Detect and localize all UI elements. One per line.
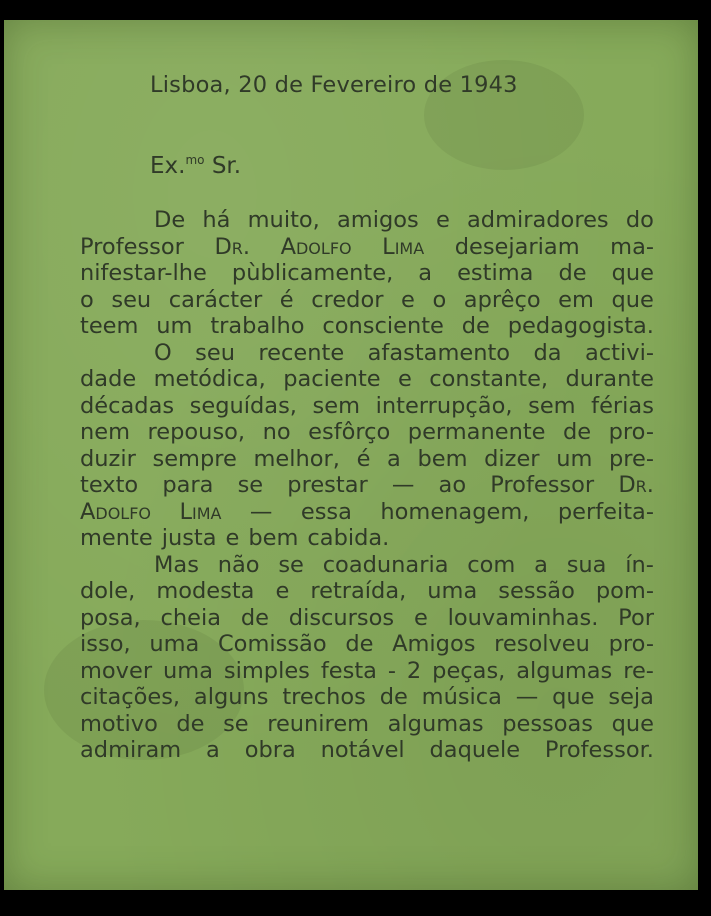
body-word: — bbox=[249, 498, 273, 525]
dateline: Lisboa, 20 de Fevereiro de 1943 bbox=[150, 72, 518, 98]
body-word: e bbox=[435, 207, 450, 233]
body-word: de bbox=[345, 631, 374, 657]
body-word: de bbox=[379, 684, 408, 710]
body-line bbox=[80, 419, 654, 446]
body-word: Professor bbox=[490, 472, 595, 498]
body-word: — bbox=[391, 472, 415, 498]
body-line bbox=[80, 552, 654, 579]
body-word: pro- bbox=[608, 419, 654, 445]
body-word: há bbox=[202, 207, 231, 233]
body-line bbox=[80, 260, 654, 287]
salutation bbox=[150, 153, 241, 179]
body-word: no bbox=[262, 419, 291, 445]
body-word: seja bbox=[608, 684, 654, 710]
body-line bbox=[80, 631, 654, 658]
body-word: Dr. bbox=[618, 472, 654, 498]
body-word: algumas bbox=[516, 657, 613, 684]
body-word: repouso, bbox=[147, 419, 246, 445]
body-word: Lima bbox=[382, 233, 425, 260]
body-word: bem bbox=[417, 445, 468, 472]
body-word: duzir bbox=[80, 445, 136, 472]
body-word: recente bbox=[258, 339, 345, 366]
body-word: louvaminhas. bbox=[447, 604, 599, 631]
body-word: constante, bbox=[429, 366, 549, 392]
body-word: estima bbox=[457, 260, 534, 286]
body-word: se bbox=[278, 551, 304, 578]
body-word: notável bbox=[320, 737, 405, 763]
body-word: trechos bbox=[282, 684, 366, 710]
body-word: trabalho bbox=[210, 313, 305, 339]
salutation-main: Ex. bbox=[150, 153, 186, 179]
body-word: não bbox=[217, 551, 260, 578]
body-word: admiram bbox=[80, 737, 182, 763]
body-line bbox=[80, 658, 654, 685]
body-line bbox=[80, 340, 654, 367]
body-word: 2 bbox=[406, 657, 422, 684]
body-word: música bbox=[421, 684, 502, 710]
body-word: o bbox=[80, 286, 94, 313]
body-word: desejariam bbox=[454, 233, 580, 260]
body-word: coadunaria bbox=[322, 551, 449, 578]
body-word: modesta bbox=[156, 578, 255, 604]
salutation-superscript: mo bbox=[185, 153, 205, 167]
body-word: Dr. bbox=[214, 233, 251, 260]
body-word: festa bbox=[320, 657, 377, 684]
body-word: carácter bbox=[168, 286, 263, 313]
body-word: texto bbox=[80, 472, 139, 498]
body-word: retraída, bbox=[310, 578, 407, 604]
body-word: aprêço bbox=[463, 286, 541, 313]
body-line bbox=[80, 737, 654, 764]
body-word: é bbox=[356, 445, 371, 472]
body-word: férias bbox=[591, 392, 654, 419]
body-word: pre- bbox=[609, 445, 654, 472]
body-word: com bbox=[467, 551, 516, 578]
body-word: durante bbox=[565, 366, 654, 392]
body-word: resolveu bbox=[494, 631, 590, 657]
body-line bbox=[80, 605, 654, 632]
body-word: Comissão bbox=[217, 631, 327, 657]
body-word: décadas bbox=[80, 392, 175, 419]
salutation-end: Sr. bbox=[211, 153, 242, 179]
body-word: cabida. bbox=[307, 525, 390, 551]
body-word: ao bbox=[438, 472, 467, 498]
body-word: é bbox=[279, 286, 294, 313]
body-word: activi- bbox=[585, 339, 654, 366]
body-word: de bbox=[240, 604, 269, 631]
body-word: seu bbox=[111, 286, 152, 313]
body-word: prestar bbox=[287, 472, 368, 498]
body-word: discursos bbox=[288, 604, 395, 631]
body-word: uma bbox=[149, 631, 200, 657]
body-word: uma bbox=[163, 657, 213, 684]
body-word: de bbox=[563, 419, 592, 445]
body-word: de bbox=[461, 313, 490, 339]
body-line bbox=[80, 499, 654, 526]
body-word: amigos bbox=[337, 207, 419, 233]
body-word: pro- bbox=[608, 631, 654, 657]
body-word: — bbox=[515, 684, 539, 710]
body-line bbox=[80, 234, 654, 261]
body-word: consciente bbox=[322, 313, 444, 339]
body-word: o bbox=[432, 286, 447, 313]
body-word: simples bbox=[223, 657, 310, 684]
body-word: a bbox=[534, 551, 548, 578]
body-line bbox=[80, 287, 654, 314]
body-word: metódica, bbox=[153, 366, 266, 392]
body-word: esfôrço bbox=[308, 419, 391, 445]
body-word: mover bbox=[80, 657, 153, 684]
body-word: Amigos bbox=[392, 631, 476, 657]
body-word: Professor bbox=[80, 233, 184, 260]
body-word: sempre bbox=[152, 445, 237, 472]
body-word: sessão bbox=[498, 578, 575, 604]
body-word: se bbox=[223, 710, 249, 737]
body-word: sem bbox=[528, 392, 576, 419]
body-word: afastamento bbox=[367, 339, 511, 366]
body-word: algumas bbox=[387, 710, 484, 737]
body-word: ín- bbox=[625, 551, 654, 578]
body-line bbox=[80, 525, 654, 552]
body-word: posa, bbox=[80, 604, 141, 631]
body-word: interrupção, bbox=[375, 392, 513, 419]
body-word: da bbox=[533, 339, 562, 366]
body-word: De bbox=[154, 207, 186, 233]
body-word: re- bbox=[623, 657, 654, 684]
body-line bbox=[80, 472, 654, 499]
body-word: que bbox=[611, 260, 654, 286]
body-word: justa bbox=[161, 525, 217, 551]
body-line bbox=[80, 207, 654, 234]
body-word: a bbox=[206, 737, 220, 763]
body-word: Por bbox=[618, 604, 654, 631]
body-word: de bbox=[558, 260, 587, 286]
body-word: sua bbox=[566, 551, 607, 578]
body-word: dizer bbox=[484, 445, 540, 472]
body-line bbox=[80, 711, 654, 738]
body-line bbox=[80, 684, 654, 711]
body-word: do bbox=[625, 207, 654, 233]
body-word: teem bbox=[80, 313, 139, 339]
body-word: e bbox=[401, 286, 415, 313]
body-line bbox=[80, 313, 654, 340]
body-word: cheia bbox=[160, 604, 222, 631]
body-word: nem bbox=[80, 419, 131, 445]
body-word: paciente bbox=[283, 366, 381, 392]
body-word: ma- bbox=[610, 233, 654, 260]
body-word: - bbox=[387, 657, 396, 684]
body-word: melhor, bbox=[253, 445, 340, 472]
body-word: e bbox=[413, 604, 428, 631]
body-word: pessoas bbox=[502, 710, 594, 737]
body-word: citações, bbox=[80, 684, 181, 710]
body-word: obra bbox=[244, 737, 296, 763]
body-word: peças, bbox=[432, 657, 506, 684]
body-word: para bbox=[162, 472, 214, 498]
body-word: e bbox=[398, 366, 412, 392]
body-word: que bbox=[611, 710, 654, 737]
body-word: pedagogista. bbox=[507, 313, 654, 339]
body-word: em bbox=[558, 286, 594, 313]
body-word: dade bbox=[80, 366, 137, 392]
body-word: daquele bbox=[429, 737, 521, 763]
body-word: essa bbox=[300, 498, 352, 525]
body-word: Professor. bbox=[544, 737, 654, 763]
body-word: uma bbox=[427, 578, 478, 604]
body-word: O bbox=[154, 339, 172, 366]
body-word: muito, bbox=[247, 207, 320, 233]
body-word: isso, bbox=[80, 631, 131, 657]
body-line bbox=[80, 446, 654, 473]
body-line bbox=[80, 578, 654, 605]
body-word: um bbox=[156, 313, 193, 339]
body-word: pom- bbox=[595, 578, 654, 604]
body-word: reunirem bbox=[267, 710, 370, 737]
body-word: dole, bbox=[80, 578, 136, 604]
body-word: a bbox=[387, 445, 401, 472]
letter-body bbox=[80, 207, 654, 764]
body-word: a bbox=[418, 260, 433, 286]
body-word: seguídas, bbox=[189, 392, 297, 419]
body-word: e bbox=[225, 525, 240, 551]
body-word: Lima bbox=[179, 498, 222, 525]
body-word: que bbox=[552, 684, 595, 710]
body-word: Adolfo bbox=[80, 498, 152, 525]
body-word: alguns bbox=[193, 684, 269, 710]
body-word: Adolfo bbox=[280, 233, 352, 260]
body-word: se bbox=[237, 472, 264, 498]
body-line bbox=[80, 366, 654, 393]
body-word: perfeita- bbox=[557, 498, 654, 525]
body-word: seu bbox=[195, 339, 235, 366]
body-word: credor bbox=[311, 286, 384, 313]
body-word: mente bbox=[80, 525, 153, 551]
body-word: de bbox=[176, 710, 205, 737]
body-word: nifestar-lhe bbox=[80, 260, 207, 286]
body-word: Mas bbox=[154, 551, 199, 578]
body-word: que bbox=[611, 286, 654, 313]
body-word: bem bbox=[248, 525, 299, 551]
body-line bbox=[80, 393, 654, 420]
body-word: permanente bbox=[407, 419, 546, 445]
body-word: homenagem, bbox=[380, 498, 530, 525]
body-word: admiradores bbox=[467, 207, 609, 233]
body-word: pùblicamente, bbox=[231, 260, 394, 286]
body-word: sem bbox=[312, 392, 361, 419]
body-word: e bbox=[275, 578, 290, 604]
body-word: motivo bbox=[80, 710, 158, 737]
body-word: um bbox=[556, 445, 593, 472]
